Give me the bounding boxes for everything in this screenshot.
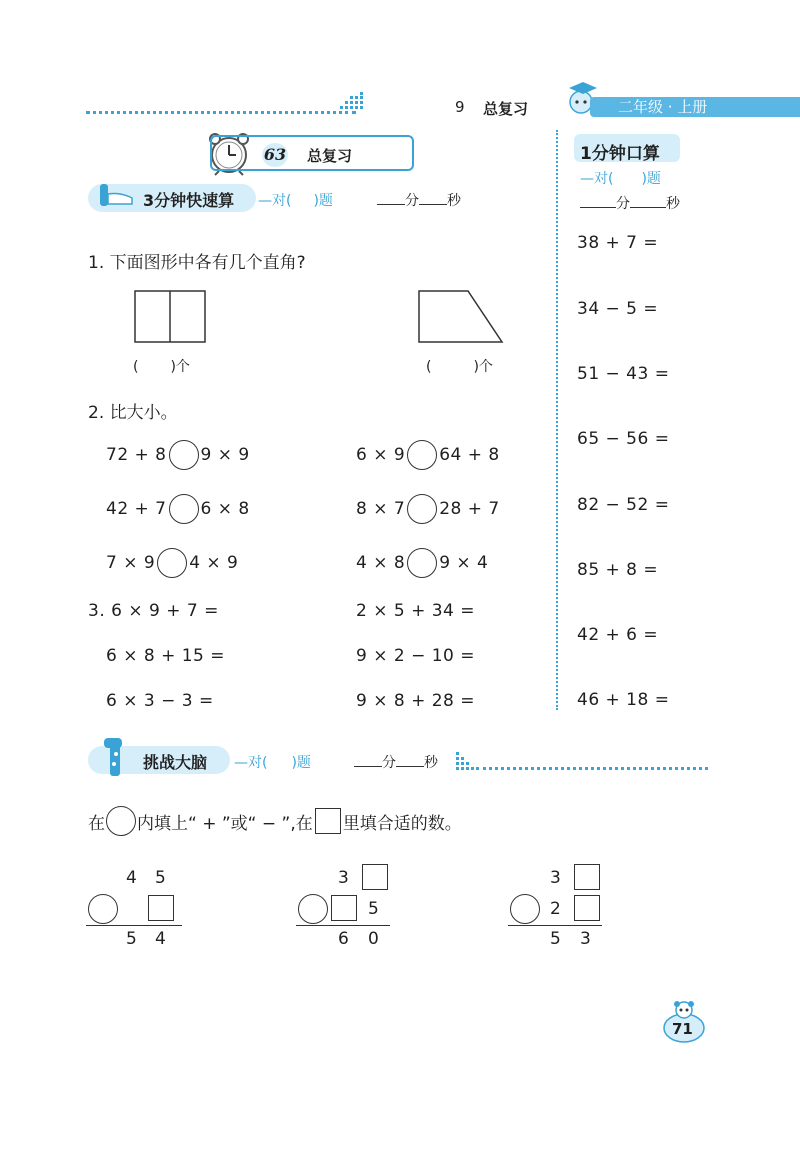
compare-circle[interactable] (157, 548, 187, 578)
grade-banner (590, 97, 800, 117)
p2-sum-line (296, 925, 390, 926)
q1-answer-right: ( )个 (426, 359, 493, 375)
challenge-correct-count: —对( )题 (234, 755, 311, 771)
p1-operator-circle[interactable] (88, 894, 118, 924)
side-problem: 38 + 7 = (577, 233, 659, 253)
side-timer: 分 秒 (580, 193, 680, 213)
speed-correct-count: —对( )题 (258, 193, 333, 209)
q3-row3-left: 6 × 3 − 3 = (106, 691, 214, 711)
p3-mid-tens: 2 (550, 899, 561, 919)
q3-row2-right: 9 × 2 − 10 = (356, 646, 476, 666)
page-number: 71 (672, 1020, 693, 1038)
q2-row1-right: 6 × 9 64 + 8 (356, 440, 500, 470)
grade-label: 二年级 · 上册 (618, 98, 708, 116)
lesson-title-box (210, 135, 414, 171)
p3-top-square[interactable] (574, 864, 600, 890)
q2-row2-right: 8 × 7 28 + 7 (356, 494, 500, 524)
side-problem: 85 + 8 = (577, 560, 659, 580)
p3-sum-line (508, 925, 602, 926)
q3-row3-right: 9 × 8 + 28 = (356, 691, 476, 711)
q1-prompt: 1. 下面图形中各有几个直角? (88, 253, 306, 273)
sample-circle (106, 806, 136, 836)
challenge-dotted-line (476, 767, 708, 770)
p2-top-square[interactable] (362, 864, 388, 890)
p2-mid-ones: 5 (368, 899, 379, 919)
lesson-number: 63 (262, 143, 288, 167)
column-separator (556, 130, 558, 710)
p1-result-tens: 5 (126, 929, 137, 949)
header-dot-bars (340, 92, 364, 114)
challenge-timer: 分 秒 (354, 752, 438, 772)
chapter-number: 9 (455, 98, 465, 116)
compare-circle[interactable] (169, 440, 199, 470)
side-problem: 46 + 18 = (577, 690, 670, 710)
compare-circle[interactable] (407, 494, 437, 524)
p1-answer-square[interactable] (148, 895, 174, 921)
p3-result-tens: 5 (550, 929, 561, 949)
q2-row1-left: 72 + 8 9 × 9 (106, 440, 250, 470)
side-correct-count: —对( )题 (580, 171, 661, 187)
speed-section-title: 3分钟快速算 (143, 191, 235, 210)
q3-row1-left: 3. 6 × 9 + 7 = (88, 601, 219, 621)
p1-sum-line (86, 925, 182, 926)
challenge-instruction: 在 内填上“ + ”或“ − ”,在 里填合适的数。 (88, 806, 462, 836)
p3-result-ones: 3 (580, 929, 591, 949)
rectangle-figure (134, 290, 208, 344)
q2-prompt: 2. 比大小。 (88, 403, 178, 423)
p2-result-tens: 6 (338, 929, 349, 949)
sample-square (315, 808, 341, 834)
lesson-title: 总复习 (307, 147, 353, 165)
side-problem: 34 − 5 = (577, 299, 659, 319)
side-problem: 42 + 6 = (577, 625, 659, 645)
trapezoid-figure (418, 290, 504, 344)
giraffe-icon (100, 736, 132, 778)
p3-top-tens: 3 (550, 868, 561, 888)
q2-row3-right: 4 × 8 9 × 4 (356, 548, 488, 578)
challenge-section-title: 挑战大脑 (143, 753, 208, 772)
compare-circle[interactable] (407, 440, 437, 470)
p2-mid-square[interactable] (331, 895, 357, 921)
compare-circle[interactable] (407, 548, 437, 578)
side-title: 1分钟口算 (580, 144, 660, 164)
header-dotted-line (86, 111, 356, 114)
chapter-title: 总复习 (483, 100, 529, 118)
q3-row1-right: 2 × 5 + 34 = (356, 601, 476, 621)
side-problem: 65 − 56 = (577, 429, 670, 449)
shoe-icon (94, 180, 138, 212)
compare-circle[interactable] (169, 494, 199, 524)
q2-row3-left: 7 × 9 4 × 9 (106, 548, 238, 578)
side-problem: 51 − 43 = (577, 364, 670, 384)
p1-result-ones: 4 (155, 929, 166, 949)
p3-operator-circle[interactable] (510, 894, 540, 924)
q3-row2-left: 6 × 8 + 15 = (106, 646, 226, 666)
q1-answer-left: ( )个 (133, 359, 190, 375)
speed-timer: 分 秒 (377, 190, 461, 210)
p1-top-tens: 4 (126, 868, 137, 888)
p1-top-ones: 5 (155, 868, 166, 888)
p3-mid-square[interactable] (574, 895, 600, 921)
p2-top-tens: 3 (338, 868, 349, 888)
q2-row2-left: 42 + 7 6 × 8 (106, 494, 250, 524)
p2-operator-circle[interactable] (298, 894, 328, 924)
p2-result-ones: 0 (368, 929, 379, 949)
side-problem: 82 − 52 = (577, 495, 670, 515)
